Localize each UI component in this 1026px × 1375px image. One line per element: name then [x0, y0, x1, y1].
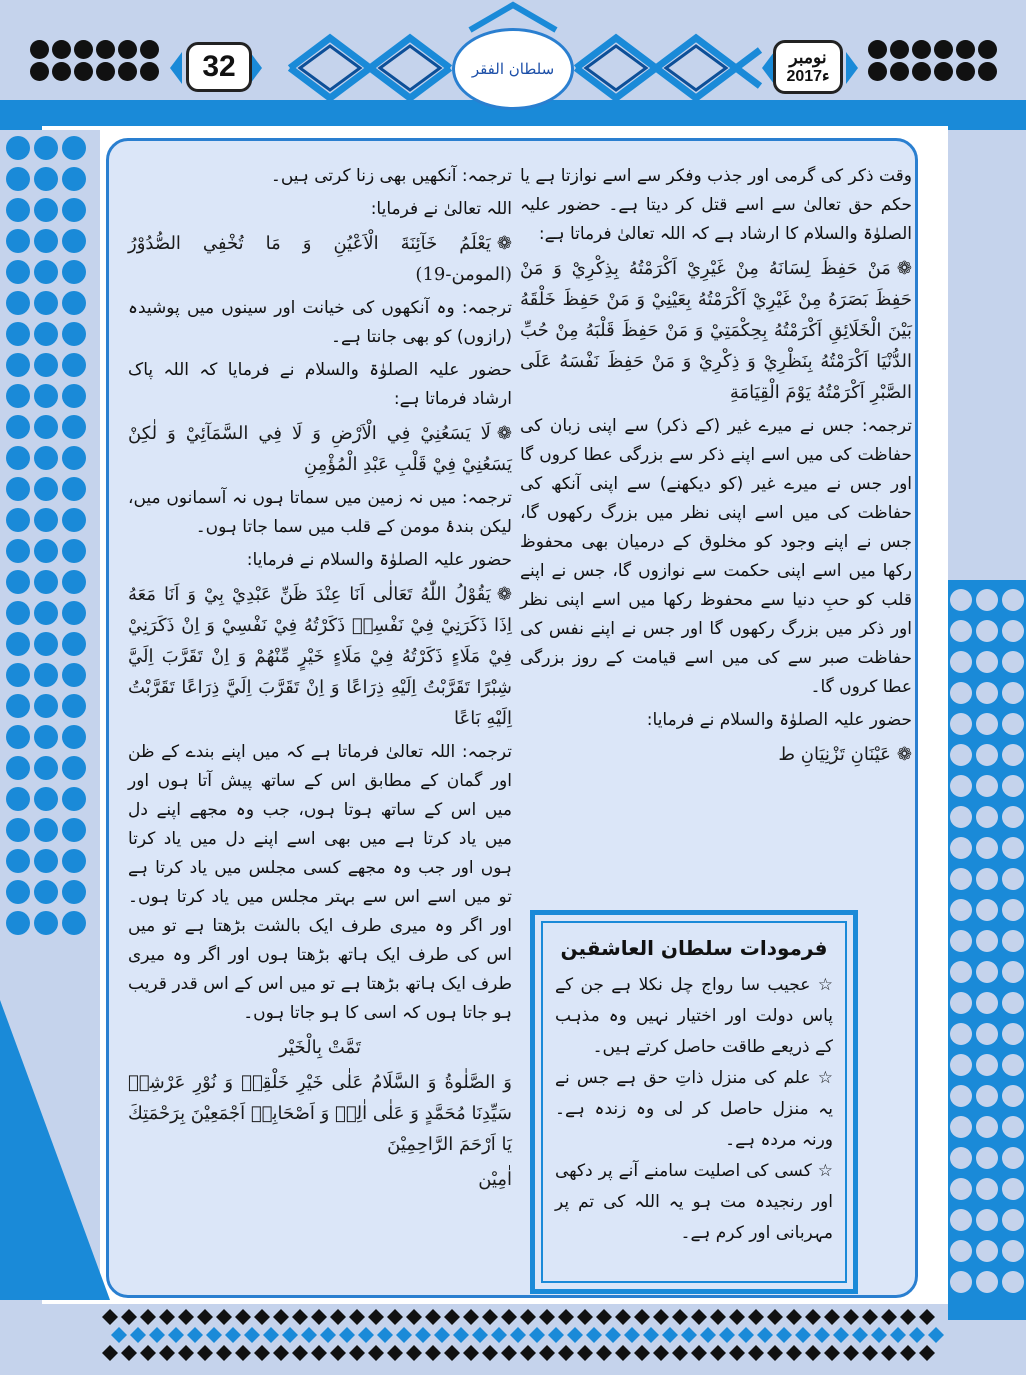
paragraph: وقت ذکر کی گرمی اور جذب وفکر سے اسے نوازتا ہے یا حکم حق تعالیٰ سے اسے قتل کر دیتا ہے۔ حضور علیہ الصلوٰۃ والسلام کا ارشاد ہے کہ اللہ تعالیٰ فرماتا ہے:	[520, 166, 912, 244]
magazine-emblem: سلطان الفقر	[452, 28, 574, 110]
closing-prayer: وَ الصَّلٰوةُ وَ السَّلَامُ عَلٰى خَيْرِ خَلْقِهٖ وَ نُوْرِ عَرْشِهٖ سَيِّدِنَا مُحَمَّدٍ وَ عَلٰى اٰلِهٖ وَ اَصْحَابِهٖ اَجْمَعِيْنَ بِرَحْمَتِكَ يَا اَرْحَمَ الرَّاحِمِيْنَ	[128, 1072, 512, 1155]
arabic-quote: ❁عَيْنَانِ تَزْنِيَانِ ط	[778, 744, 912, 765]
arabic-quote: ❁يَقُوْلُ اللّٰهُ تَعَالٰى اَنَا عِنْدَ ظَنِّ عَبْدِيْ بِيْ وَ اَنَا مَعَهُ اِذَا ذَكَرَنِيْ فِيْ نَفْسِهٖ ذَكَرْتُهُ فِيْ نَفْسِيْ وَ اِنْ ذَكَرَنِيْ فِيْ مَلَاءٍ ذَكَرْتُهُ فِيْ مَلَاءٍ خَيْرٍ مِّنْهُمْ وَ اِنْ تَقَرَّبَ اِلَيَّ شِبْرًا تَقَرَّبْتُ اِلَيْهِ ذِرَاعًا وَ اِنْ تَقَرَّبَ اِلَيَّ ذِرَاعًا تَقَرَّبْتُ اِلَيْهِ بَاعًا	[128, 584, 512, 729]
paragraph: اللہ تعالیٰ نے فرمایا:	[370, 199, 512, 219]
paragraph: ترجمہ: آنکھیں بھی زنا کرتی ہیں۔	[270, 166, 512, 186]
left-column	[128, 162, 512, 1199]
arabic-quote: ❁يَعْلَمُ خَآئِنَةَ الْاَعْيُنِ وَ مَا تُخْفِي الصُّدُوْرُ (المومن-19)	[128, 233, 512, 285]
sayings-box	[530, 910, 858, 1294]
paragraph: حضور علیہ الصلوٰۃ والسلام نے فرمایا:	[246, 550, 512, 570]
issue-month: نومبر	[789, 47, 827, 67]
paragraph: ترجمہ: میں نہ زمین میں سماتا ہوں نہ آسمانوں میں، لیکن بندۂ مومن کے قلب میں سما جاتا ہوں۔	[128, 488, 512, 537]
paragraph: ترجمہ: جس نے میرے غیر (کے ذکر) سے اپنی زبان کی حفاظت کی میں اسے اپنے ذکر سے بزرگی عطا کروں گا اور جس نے میرے غیر (کو دیکھنے) سے اپنی آنکھ کی حفاظت کی میں اسے اپنی نظر میں بزرگ رکھوں گا، جس نے اپنے وجود کو مخلوق کے درمیان بھی محفوظ رکھا میں اسے اپنی حکمت سے نوازوں گا، جس نے اپنے قلب کو حبِ دنیا سے محفوظ رکھا میں اسے اپنی نظر اور ذکر میں بزرگ رکھوں گا اور جس نے اپنے نفس کی حفاظت صبر سے کی میں اسے قیامت کے روز بزرگی عطا کروں گا۔	[520, 416, 912, 697]
paragraph: حضور علیہ الصلوٰۃ والسلام نے فرمایا کہ اللہ پاک ارشاد فرماتا ہے:	[128, 360, 512, 409]
page-number: 32	[186, 42, 252, 92]
saying-item: ☆ علم کی منزل ذاتِ حق ہے جس نے یہ منزل حاصل کر لی وہ زندہ ہے۔ ورنہ مردہ ہے۔	[555, 1068, 833, 1150]
paragraph: ترجمہ: اللہ تعالیٰ فرماتا ہے کہ میں اپنے بندے کے ظن اور گمان کے مطابق اس کے ساتھ پیش آتا ہوں اور میں اس کے ساتھ ہوتا ہوں، جب وہ مجھے اپنے دل میں یاد کرتا ہے میں بھی اسے اپنے دل میں یاد کرتا ہوں اور جب وہ مجھے کسی مجلس میں یاد کرتا ہے تو میں اسے اس سے بہتر مجلس میں یاد کرتا ہوں۔ اور اگر وہ میری طرف ایک بالشت بڑھتا ہے تو میں اس کی طرف ایک ہاتھ بڑھتا ہوں اور اگر وہ میری طرف ایک ہاتھ بڑھتا ہے تو میں اس کے اس قدر قریب ہو جاتا ہوں کہ اسی کا ہو جاتا ہوں۔	[128, 742, 512, 1023]
flower-icon: ❁	[896, 744, 912, 765]
flower-icon: ❁	[496, 233, 512, 254]
paragraph: ترجمہ: وہ آنکھوں کی خیانت اور سینوں میں پوشیدہ (رازوں) کو بھی جانتا ہے۔	[128, 298, 512, 347]
sayings-box-inner	[541, 921, 847, 1283]
right-blue-band	[948, 580, 1026, 1320]
closing-heading: تَمَّتْ بِالْخَيْر	[279, 1037, 361, 1058]
issue-date	[773, 40, 843, 94]
saying-item: ☆ عجیب سا رواج چل نکلا ہے جن کے پاس دولت اور اختیار نہیں وہ مذہب کے ذریعے طاقت حاصل کرتے ہیں۔	[555, 975, 833, 1057]
right-dot-pattern	[948, 580, 1026, 1320]
flower-icon: ❁	[496, 584, 512, 605]
flower-icon: ❁	[896, 258, 912, 279]
sayings-title: فرمودات سلطان العاشقین	[560, 936, 828, 960]
right-column	[520, 162, 912, 774]
issue-year: 2017ء	[786, 67, 830, 85]
flower-icon: ❁	[496, 423, 512, 444]
arabic-quote: ❁مَنْ حَفِظَ لِسَانَهُ مِنْ غَيْرِيْ اَكْرَمْتُهُ بِذِكْرِيْ وَ مَنْ حَفِظَ بَصَرَهُ مِنْ غَيْرِيْ اَكْرَمْتُهُ بِعَيْنِيْ وَ مَنْ حَفِظَ خَلْقَهُ بَيْنَ الْخَلَائِقِ اَكْرَمْتُهُ بِحِكْمَتِيْ وَ مَنْ حَفِظَ قَلْبَهُ مِنْ حُبِّ الدُّنْيَا اَكْرَمْتُهُ بِنَظْرِيْ وَ ذِكْرِيْ وَ مَنْ حَفِظَ نَفْسَهُ عَلَى الصَّبْرِ اَكْرَمْتُهُ يَوْمَ الْقِيَامَةِ	[520, 258, 912, 403]
paragraph: حضور علیہ الصلوٰۃ والسلام نے فرمایا:	[646, 710, 912, 730]
bottom-diamond-pattern	[100, 1305, 948, 1375]
left-corner-triangle	[0, 960, 120, 1300]
amen-text: اٰمِيْن	[478, 1169, 512, 1190]
arabic-quote: ❁لَا يَسَعُنِيْ فِي الْاَرْضِ وَ لَا فِي السَّمَآئِيْ وَ لٰكِنْ يَسَعُنِيْ فِيْ قَلْبِ عَبْدِ الْمُؤْمِنِ	[128, 423, 512, 475]
left-dot-pattern	[0, 130, 100, 960]
saying-item: ☆ کسی کی اصلیت سامنے آنے پر دکھی اور رنجیدہ مت ہو یہ اللہ کی تم پر مہربانی اور کرم ہے۔	[555, 1161, 833, 1243]
